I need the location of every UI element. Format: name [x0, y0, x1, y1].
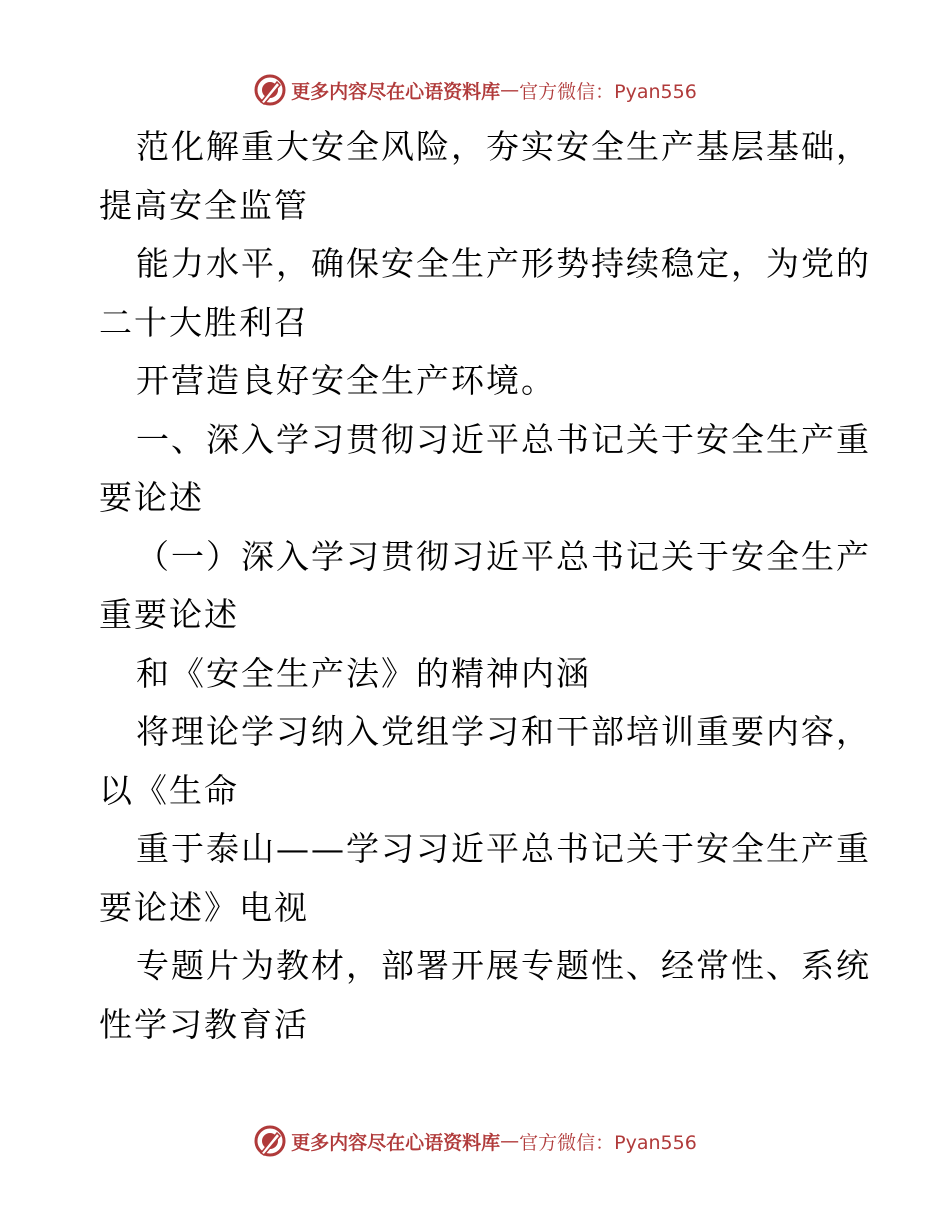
text-line-10: 和《安全生产法》的精神内涵 — [136, 653, 591, 693]
watermark-wechat-text: 官方微信：Pyan556 — [519, 1131, 697, 1154]
text-line-2: 提高安全监管 — [99, 185, 309, 225]
text-line-1: 范化解重大安全风险，夯实安全生产基层基础， — [136, 127, 871, 166]
watermark-dash: — — [500, 79, 520, 101]
pen-logo-icon — [253, 73, 287, 107]
watermark-dash: — — [500, 1130, 520, 1152]
text-line-15: 专题片为教材，部署开展专题性、经常性、系统 — [136, 946, 871, 985]
text-line-11: 将理论学习纳入党组学习和干部培训重要内容， — [136, 712, 871, 751]
text-line-16: 性学习教育活 — [99, 1004, 309, 1044]
text-line-5: 开营造良好安全生产环境。 — [136, 361, 556, 400]
text-line-9: 重要论述 — [99, 595, 239, 634]
text-line-4: 二十大胜利召 — [99, 302, 309, 342]
watermark-main-text: 更多内容尽在心语资料库 — [291, 80, 501, 103]
document-body — [99, 118, 871, 1054]
footer-watermark — [0, 1121, 950, 1161]
watermark-wechat-text: 官方微信：Pyan556 — [519, 80, 697, 103]
header-watermark — [0, 70, 950, 110]
text-line-13: 重于泰山——学习习近平总书记关于安全生产重 — [136, 829, 871, 868]
text-line-3: 能力水平，确保安全生产形势持续稳定，为党的 — [136, 244, 871, 283]
section-heading-1: 一、深入学习贯彻习近平总书记关于安全生产重 — [136, 419, 871, 459]
pen-logo-icon — [253, 1124, 287, 1158]
subsection-heading-1: （一）深入学习贯彻习近平总书记关于安全生产 — [136, 536, 871, 576]
text-line-12: 以《生命 — [99, 770, 239, 810]
watermark-main-text: 更多内容尽在心语资料库 — [291, 1131, 501, 1154]
text-line-7: 要论述 — [99, 478, 204, 517]
text-line-14: 要论述》电视 — [99, 887, 309, 927]
